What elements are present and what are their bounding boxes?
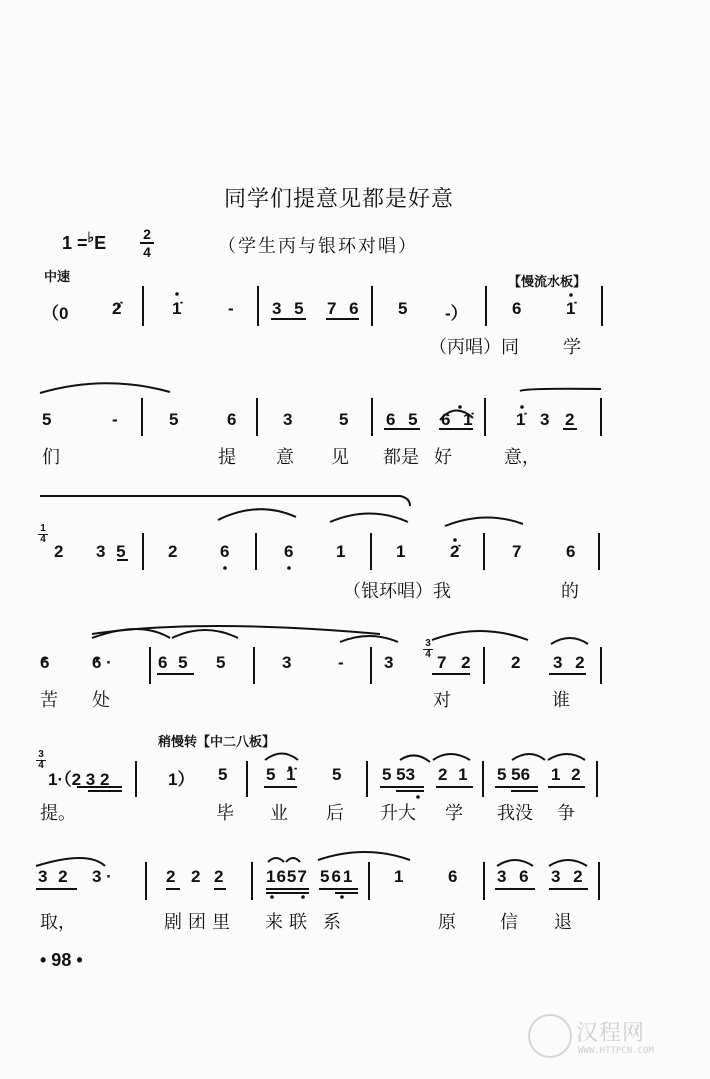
note-s1-1: （0 <box>42 304 69 323</box>
note-s6-9: 6 <box>448 867 458 886</box>
watermark-url: WWW.HTTPCN.COM <box>578 1046 654 1056</box>
note-s5-9: 1 2 <box>551 765 581 784</box>
song-title: 同学们提意见都是好意 <box>224 187 455 212</box>
note-s3-4: 6 <box>220 542 230 561</box>
lyric-s6-2: 剧团里 <box>164 912 236 933</box>
note-s6-11: 3 2 <box>551 867 583 886</box>
note-s5-8: 5 56 <box>497 765 531 784</box>
note-s4-3: 6 5 <box>158 653 188 672</box>
lyric-s2-3: 意 <box>276 447 294 468</box>
note-s5-5: 5 <box>332 765 342 784</box>
note-s1-7: 5 <box>398 299 408 318</box>
note-s2-10: 3 <box>540 410 550 429</box>
lyric-s5-6: 学 <box>445 803 463 824</box>
lyric-s5-1: 提。 <box>40 803 76 824</box>
note-s1-4: - <box>228 299 234 318</box>
time-top: 2 <box>143 226 151 242</box>
note-s1-6: 7 6 <box>327 299 359 318</box>
note-s3-9: 7 <box>512 542 522 561</box>
note-s4-9: 2 <box>511 653 521 672</box>
note-s2-3: 5 <box>169 410 179 429</box>
lyric-s1-1: （丙唱）同 <box>429 337 519 358</box>
lyric-s2-4: 见 <box>331 447 349 468</box>
note-s3-5: 6 <box>284 542 294 561</box>
note-s2-5: 3 <box>283 410 293 429</box>
note-s4-5: 3 <box>282 653 292 672</box>
note-s6-8: 1 <box>394 867 404 886</box>
note-s3-3: 2 <box>168 542 178 561</box>
note-s5-7: 2 1 <box>438 765 468 784</box>
tempo-marking: 中速 <box>44 270 71 285</box>
meter-change-s4 <box>423 639 433 660</box>
key-letter: E <box>94 233 107 253</box>
note-s6-6: 1657 <box>266 867 308 886</box>
lyric-s3-2: 的 <box>561 581 579 602</box>
note-s6-10: 3 6 <box>497 867 529 886</box>
note-s2-1: 5 <box>42 410 52 429</box>
lyric-s4-1: 苦 <box>40 690 58 711</box>
lyric-s2-1: 们 <box>42 447 60 468</box>
lyric-s2-7: 意， <box>504 447 540 468</box>
lyric-s6-5: 原 <box>438 912 456 933</box>
meter-top: 1 <box>40 523 46 534</box>
lyric-s1-2: 学 <box>563 337 581 358</box>
note-s3-8: 2̇ <box>450 542 460 561</box>
note-s6-1: 3 2 <box>38 867 68 886</box>
subtitle: （学生丙与银环对唱） <box>218 236 418 257</box>
note-s2-6: 5 <box>339 410 349 429</box>
note-s3-10: 6 <box>566 542 576 561</box>
note-s5-2: 1） <box>168 770 195 789</box>
note-s2-11: 2 <box>565 410 575 429</box>
note-s2-4: 6 <box>227 410 237 429</box>
lyric-s5-7: 我没 <box>497 803 533 824</box>
note-s2-7: 6 5 <box>386 410 418 429</box>
lyric-s6-4: 系 <box>323 912 341 933</box>
note-s2-9: 1̇ <box>516 410 526 429</box>
lyric-s4-4: 谁 <box>552 690 570 711</box>
note-s4-1: 6 <box>40 653 50 672</box>
meter-bottom: 4 <box>425 649 431 660</box>
note-s5-4: 5 1̇ <box>266 765 296 784</box>
time-bottom: 4 <box>143 244 151 260</box>
page-number: • 98 • <box>40 950 83 970</box>
note-s1-9: 6 <box>512 299 522 318</box>
note-s5-1: 1·（2 3 2 <box>48 770 110 789</box>
lyric-s5-2: 毕 <box>216 803 234 824</box>
lyric-s4-3: 对 <box>433 690 451 711</box>
meter-change-s5 <box>36 750 46 771</box>
note-s1-5: 3 5 <box>272 299 304 318</box>
lyric-s6-1: 取， <box>40 912 76 933</box>
note-s2-8: 6 1̇ <box>441 410 473 429</box>
note-s5-6: 5 53 <box>382 765 416 784</box>
lyric-s6-3: 来联 <box>265 912 313 933</box>
lyric-s2-2: 提 <box>218 447 236 468</box>
watermark-text: 汉程网 <box>576 1021 646 1046</box>
note-s6-5: 2 <box>214 867 224 886</box>
note-s4-4: 5 <box>216 653 226 672</box>
lyric-s2-5: 都是 <box>383 447 419 468</box>
note-s4-8: 7 2 <box>437 653 471 672</box>
lyric-s6-6: 信 <box>500 912 518 933</box>
meter-top: 3 <box>38 749 44 760</box>
note-s1-10: 1̇ <box>566 299 576 318</box>
note-s6-4: 2 <box>191 867 201 886</box>
meter-bottom: 4 <box>40 534 46 545</box>
section-marking-2: 稍慢转【中二八板】 <box>158 735 276 750</box>
section-marking-1: 【慢流水板】 <box>508 275 587 290</box>
note-s3-7: 1 <box>396 542 406 561</box>
lyric-s5-8: 争 <box>557 803 575 824</box>
lyric-s5-3: 业 <box>270 803 288 824</box>
note-s3-1: 2 <box>54 542 64 561</box>
note-s3-6: 1 <box>336 542 346 561</box>
note-s4-6: - <box>338 653 344 672</box>
note-s3-2: 3 5 <box>96 542 126 561</box>
note-s1-3: 1̇ <box>172 299 182 318</box>
note-s6-7: 561 <box>320 867 355 886</box>
note-s4-2: 6 · <box>92 653 112 672</box>
note-s4-7: 3 <box>384 653 394 672</box>
meter-change-s3 <box>38 524 48 545</box>
meter-bottom: 4 <box>38 760 44 771</box>
note-s6-2: 3 · <box>92 867 112 886</box>
note-s6-3: 2 <box>166 867 176 886</box>
note-s2-2: - <box>112 410 118 429</box>
note-s1-8: -） <box>445 304 468 323</box>
key-prefix: 1 = <box>62 233 88 253</box>
note-s5-3: 5 <box>218 765 228 784</box>
flat-sign: ♭ <box>87 229 95 245</box>
lyric-s2-6: 好 <box>434 447 452 468</box>
lyric-s3-1: （银环唱）我 <box>343 581 451 602</box>
lyric-s4-2: 处 <box>92 690 110 711</box>
lyric-s6-7: 退 <box>554 912 572 933</box>
note-s4-10: 3 2 <box>553 653 585 672</box>
lyric-s5-4: 后 <box>326 803 344 824</box>
meter-top: 3 <box>425 638 431 649</box>
watermark-logo-icon <box>528 1014 572 1058</box>
lyric-s5-5: 升大 <box>380 803 416 824</box>
note-s1-2: 2̇ <box>112 299 122 318</box>
